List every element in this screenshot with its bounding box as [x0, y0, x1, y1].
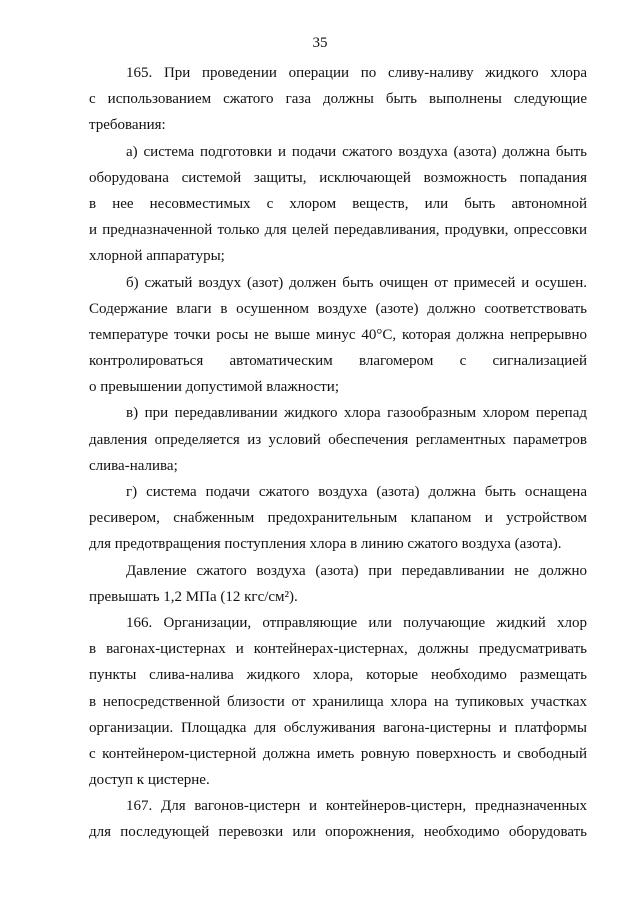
paragraph-pressure [89, 558, 587, 610]
text-line: а) система подготовки и подачи сжатого воздуха (азота) должна быть [126, 143, 587, 160]
text-line: в) при передавливании жидкого хлора газообразным хлором перепад [126, 405, 587, 422]
text-line: слива-налива; [89, 457, 178, 474]
text-line: ресивером, снабженным предохранительным клапаном и устройством [89, 510, 587, 527]
text-line: контролироваться автоматическим влагомером с сигнализацией [89, 353, 587, 370]
text-line: в вагонах-цистернах и контейнерах-цистернах, должны предусматривать [89, 641, 587, 658]
text-line: Содержание влаги в осушенном воздухе (азоте) должно соответствовать [89, 300, 587, 317]
text-line: и предназначенной только для целей передавливания, продувки, опрессовки [89, 222, 587, 239]
paragraph-166 [89, 610, 587, 793]
text-line: б) сжатый воздух (азот) должен быть очищен от примесей и осушен. [126, 274, 587, 291]
text-line: для предотвращения поступления хлора в линию сжатого воздуха (азота). [89, 536, 562, 553]
text-line: 165. При проведении операции по сливу-наливу жидкого хлора [126, 65, 587, 81]
text-line: 167. Для вагонов-цистерн и контейнеров-цистерн, предназначенных [126, 798, 587, 815]
paragraph-item-g [89, 479, 587, 558]
document-body [89, 60, 587, 846]
text-line: для последующей перевозки или опорожнения, необходимо оборудовать [89, 824, 587, 841]
text-line: в непосредственной близости от хранилища хлора на тупиковых участках [89, 693, 587, 710]
text-line: с контейнером-цистерной должна иметь ровную поверхность и свободный [89, 745, 587, 762]
paragraph-item-a [89, 139, 587, 270]
text-line: доступ к цистерне. [89, 772, 210, 789]
text-line: с использованием сжатого газа должны быть выполнены следующие [89, 91, 587, 108]
text-line: превышать 1,2 МПа (12 кгс/см²). [89, 588, 298, 605]
text-line: Давление сжатого воздуха (азота) при передавливании не должно [126, 562, 587, 579]
text-line: требования: [89, 117, 166, 134]
text-line: 166. Организации, отправляющие или получающие жидкий хлор [126, 614, 587, 631]
text-line: пункты слива-налива жидкого хлора, которые необходимо размещать [89, 667, 587, 684]
paragraph-167 [89, 793, 587, 845]
paragraph-165 [89, 60, 587, 139]
text-line: хлорной аппаратуры; [89, 248, 225, 265]
text-line: о превышении допустимой влажности; [89, 379, 340, 396]
text-line: г) система подачи сжатого воздуха (азота) должна быть оснащена [126, 484, 587, 500]
paragraph-item-b [89, 270, 587, 401]
paragraph-item-v [89, 400, 587, 479]
text-line: организации. Площадка для обслуживания вагона-цистерны и платформы [89, 719, 587, 736]
text-line: давления определяется из условий обеспечения регламентных параметров [89, 431, 587, 448]
text-line: температуре точки росы не выше минус 40°С, которая должна непрерывно [89, 326, 587, 343]
text-line: в нее несовместимых с хлором веществ, или быть автономной [89, 195, 587, 212]
page-number: 35 [312, 35, 328, 51]
text-line: оборудована системой защиты, исключающей возможность попадания [89, 169, 587, 186]
